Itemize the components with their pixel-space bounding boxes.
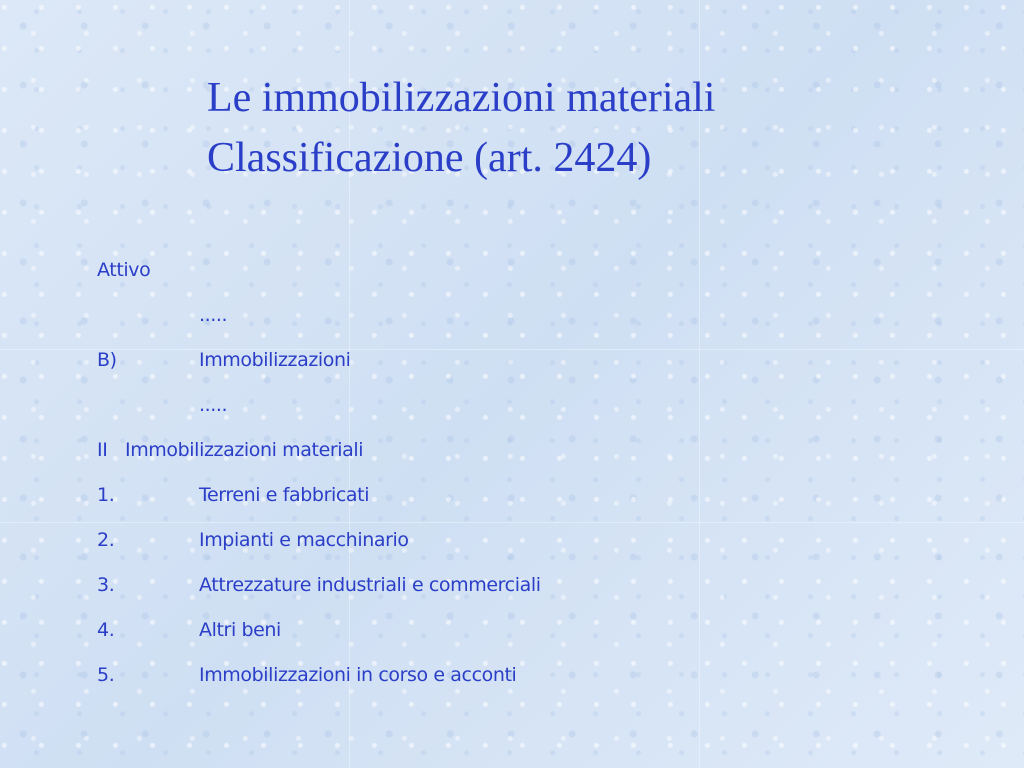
list-item-immobilizzazioni-materiali xyxy=(97,432,897,477)
list-item-text: Immobilizzazioni materiali xyxy=(125,439,364,461)
list-item-attivo xyxy=(97,252,897,297)
list-item-text: Impianti e macchinario xyxy=(199,529,409,551)
list-item-text: ..... xyxy=(199,394,228,416)
list-item-ellipsis xyxy=(97,297,897,342)
list-item-attrezzature xyxy=(97,567,897,612)
list-marker: II xyxy=(97,439,108,461)
list-marker: 1. xyxy=(97,484,115,506)
list-item-text: Altri beni xyxy=(199,619,281,641)
list-item-text: ..... xyxy=(199,304,228,326)
list-item-terreni xyxy=(97,477,897,522)
list-item-text: Immobilizzazioni xyxy=(199,349,351,371)
list-item-impianti xyxy=(97,522,897,567)
list-item-altri-beni xyxy=(97,612,897,657)
list-marker: 2. xyxy=(97,529,115,551)
slide-title xyxy=(207,68,715,188)
list-item-text: Attivo xyxy=(97,259,151,281)
list-item-immobilizzazioni xyxy=(97,342,897,387)
list-item-ellipsis xyxy=(97,387,897,432)
list-item-text: Attrezzature industriali e commerciali xyxy=(199,574,541,596)
slide-title-line-2: Classificazione (art. 2424) xyxy=(207,135,652,181)
list-marker: 5. xyxy=(97,664,115,686)
slide-title-line-1: Le immobilizzazioni materiali xyxy=(207,75,716,121)
list-marker: B) xyxy=(97,349,117,371)
slide-body xyxy=(97,252,897,702)
list-marker: 4. xyxy=(97,619,115,641)
list-item-text: Immobilizzazioni in corso e acconti xyxy=(199,664,517,686)
list-marker: 3. xyxy=(97,574,115,596)
list-item-text: Terreni e fabbricati xyxy=(199,484,370,506)
list-item-in-corso xyxy=(97,657,897,702)
